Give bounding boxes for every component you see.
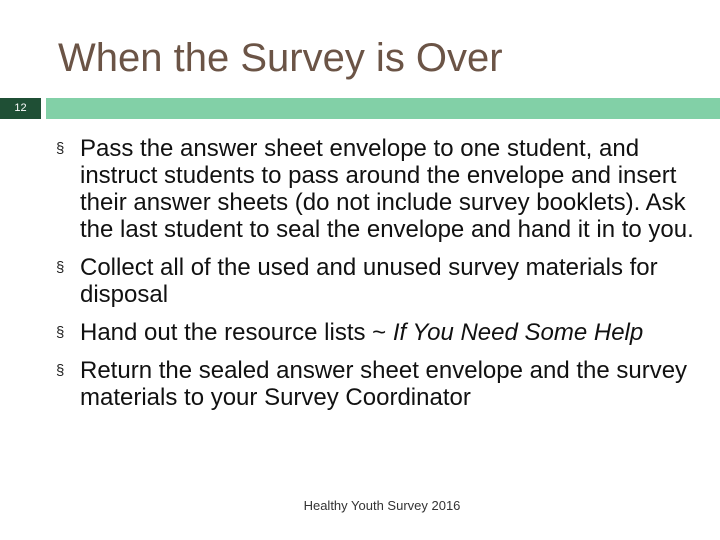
page-number-badge: 12 [0, 98, 41, 119]
resource-title: If You Need Some Help [392, 319, 644, 346]
square-bullet-icon: § [56, 140, 65, 157]
footer-text: Healthy Youth Survey 2016 [303, 498, 461, 513]
bullet-text: Return the sealed answer sheet envelope and the survey materials to your Survey Coordinator [80, 357, 688, 411]
square-bullet-icon: § [56, 259, 65, 276]
bullet-item-pass-envelope [56, 135, 696, 243]
bullet-text: Hand out the resource lists ~ [80, 319, 393, 346]
slide-title: When the Survey is Over [58, 36, 503, 80]
bullet-item-return-envelope [56, 357, 696, 411]
bullet-item-collect-materials [56, 254, 696, 308]
bullet-item-resource-lists [56, 319, 696, 346]
bullet-text: Pass the answer sheet envelope to one student, and instruct students to pass around the envelope and insert their answer sheets (do not include survey booklets). Ask the last student to seal the envelope and hand it in to you. [80, 135, 694, 243]
square-bullet-icon: § [56, 324, 65, 341]
bullet-list [56, 135, 696, 422]
square-bullet-icon: § [56, 362, 65, 379]
title-divider-bar [46, 98, 720, 119]
bullet-text: Collect all of the used and unused survey materials for disposal [80, 254, 658, 308]
